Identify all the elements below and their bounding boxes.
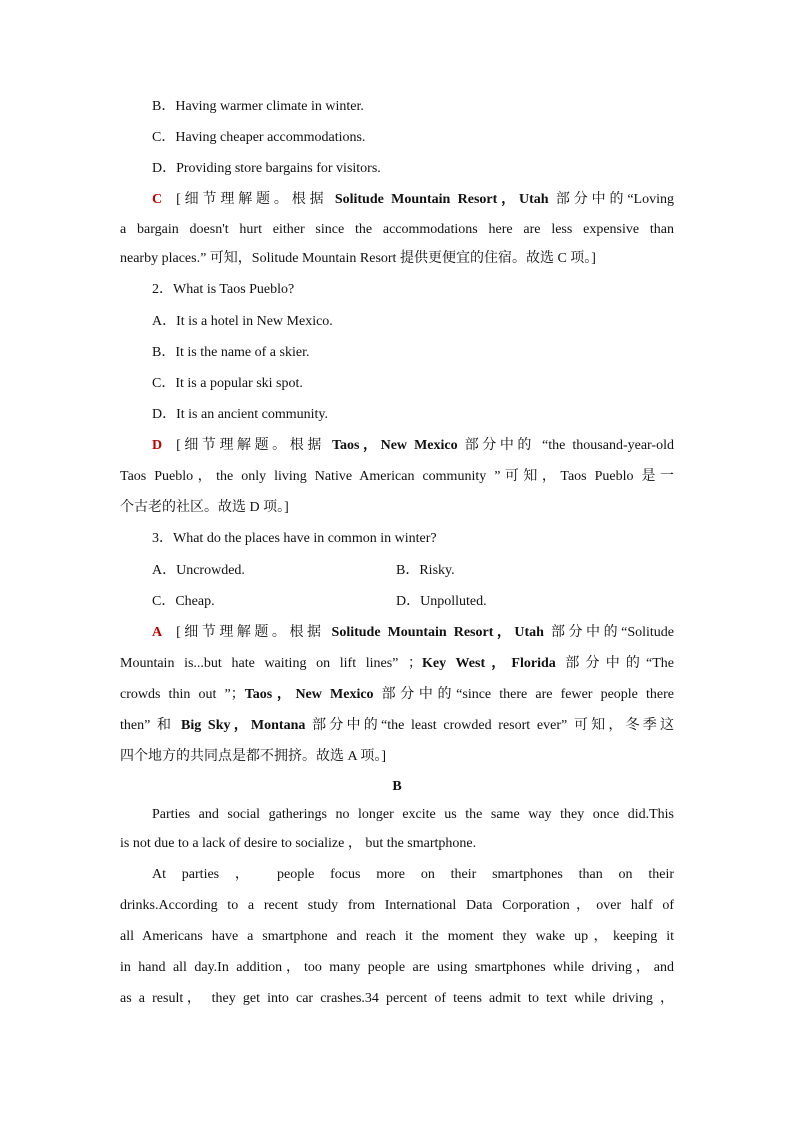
- q2-explanation-line-3: 个古老的社区。故选 D 项。]: [120, 500, 289, 515]
- q3-explanation-line-4: then” 和 Big Sky，Montana 部分中的“the least crowded resort ever” 可知，冬季这: [120, 718, 675, 733]
- q3-explanation-line-3: crowds thin out ”；Taos，New Mexico 部分中的“since there are fewer people there: [120, 687, 674, 702]
- passage-p2-line-4: in hand all day.In addition，too many people are using smartphones while driving，and: [120, 960, 674, 975]
- q1-option-b: B．Having warmer climate in winter.: [152, 99, 364, 114]
- q3-option-b: B．Risky.: [396, 563, 455, 578]
- q2-option-b: B．It is the name of a skier.: [152, 345, 310, 360]
- q2-explanation-line-1: D [细节理解题。根据 Taos，New Mexico 部分中的 “the thousand-year-old: [152, 438, 674, 453]
- passage-p2-line-1: At parties ， people focus more on their smartphones than on their: [152, 867, 674, 882]
- q1-answer-letter: C: [152, 192, 163, 207]
- q1-explanation-line-3: nearby places.” 可知，Solitude Mountain Resort 提供更便宜的住宿。故选 C 项。]: [120, 251, 596, 266]
- q3-answer-letter: A: [152, 625, 163, 640]
- q2-question: 2．What is Taos Pueblo?: [152, 282, 295, 297]
- q3-explanation-line-1: A [细节理解题。根据 Solitude Mountain Resort，Utah 部分中的“Solitude: [152, 625, 674, 640]
- q2-explanation-line-2: Taos Pueblo，the only living Native American community ”可知，Taos Pueblo 是一: [120, 469, 674, 484]
- q2-option-a: A．It is a hotel in New Mexico.: [152, 314, 333, 329]
- q3-explanation-line-2: Mountain is...but hate waiting on lift lines” ；Key West，Florida 部分中的“The: [120, 656, 675, 671]
- section-heading: B: [392, 779, 402, 794]
- q1-explanation-line-1: C [细节理解题。根据 Solitude Mountain Resort，Utah 部分中的“Loving: [152, 192, 674, 207]
- q2-answer-letter: D: [152, 438, 163, 453]
- passage-p2-line-3: all Americans have a smartphone and reach it the moment they wake up，keeping it: [120, 929, 674, 944]
- q1-option-c: C．Having cheaper accommodations.: [152, 130, 366, 145]
- passage-p2-line-5: as a result， they get into car crashes.34 percent of teens admit to text while driving ，: [120, 991, 674, 1006]
- q1-option-d: D．Providing store bargains for visitors.: [152, 161, 381, 176]
- q3-option-c: C．Cheap.: [152, 594, 215, 609]
- passage-p1-line-1: Parties and social gatherings no longer excite us the same way they once did.This: [152, 807, 674, 822]
- q2-option-c: C．It is a popular ski spot.: [152, 376, 303, 391]
- q2-option-d: D．It is an ancient community.: [152, 407, 328, 422]
- q3-explanation-line-5: 四个地方的共同点是都不拥挤。故选 A 项。]: [120, 749, 386, 764]
- q3-question: 3．What do the places have in common in winter?: [152, 531, 437, 546]
- passage-p1-line-2: is not due to a lack of desire to socialize ， but the smartphone.: [120, 836, 477, 851]
- passage-p2-line-2: drinks.According to a recent study from International Data Corporation，over half of: [120, 898, 674, 913]
- q1-explanation-line-2: a bargain doesn't hurt either since the accommodations here are less expensive than: [120, 222, 674, 237]
- q3-option-d: D．Unpolluted.: [396, 594, 487, 609]
- q3-option-a: A．Uncrowded.: [152, 563, 245, 578]
